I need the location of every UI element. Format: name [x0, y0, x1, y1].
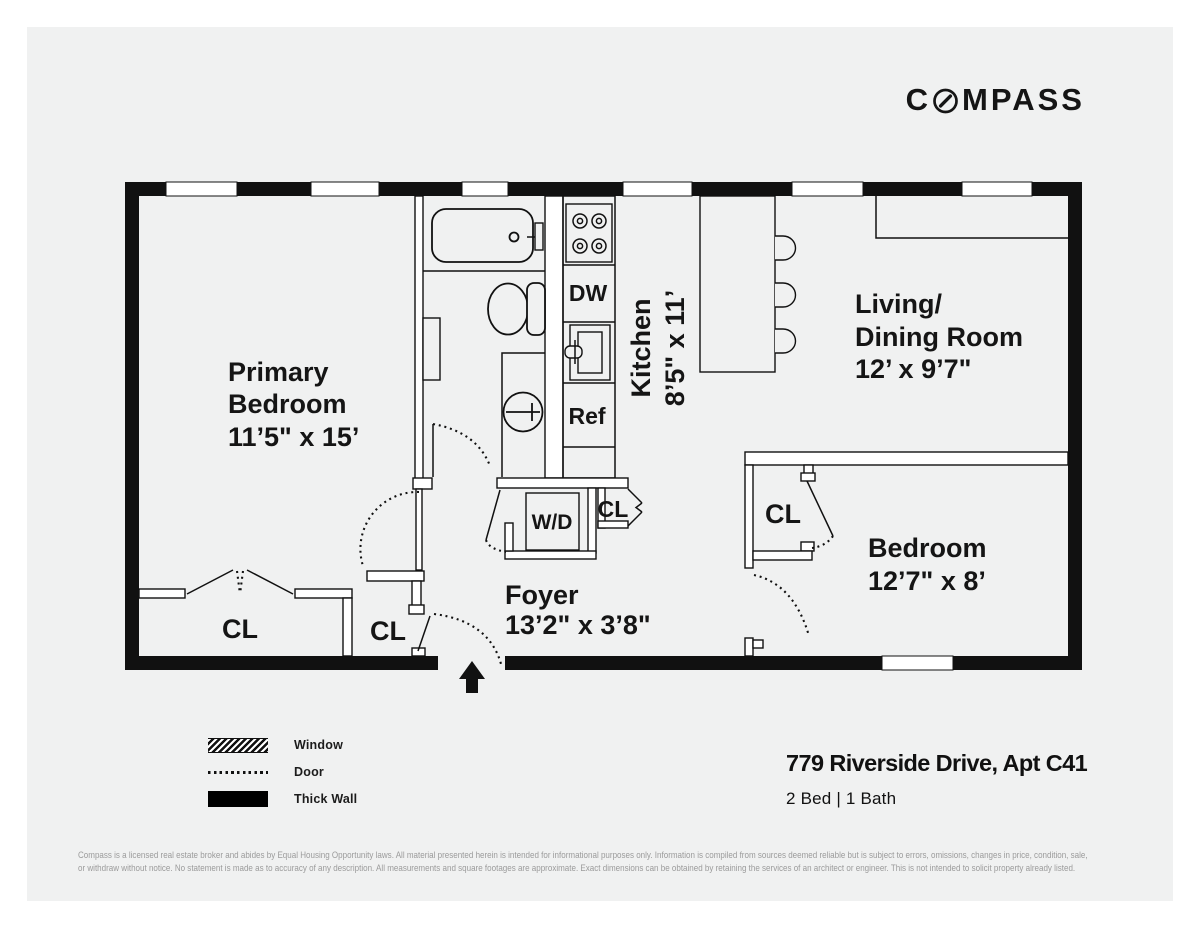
closet-1-label: CL [222, 614, 258, 644]
entry-arrow-icon [459, 661, 485, 693]
entry-closets [139, 570, 430, 656]
bedroom-room [745, 452, 1068, 656]
thick-wall-swatch-icon [208, 791, 268, 807]
bedroom-closet-door-icon [807, 481, 833, 536]
listing-info [786, 750, 1086, 809]
kitchen-label: Kitchen [626, 298, 656, 398]
vanity-icon [502, 353, 545, 477]
bathroom-door-icon [433, 424, 490, 466]
closet-2-label: CL [370, 616, 406, 646]
listing-beds-baths: 2 Bed | 1 Bath [786, 789, 897, 808]
closet-2-door-icon [418, 616, 430, 651]
kitchen-dims: 8’5" x 11’ [660, 289, 690, 407]
window-icon [462, 182, 508, 196]
disclaimer-line-1: Compass is a licensed real estate broker and abides by Equal Housing Opportunity laws. All material presented herein is intended for informational purposes only. Information is compiled from sources deemed reliable but is subject to errors, omissions, changes in price, condition, sale, [78, 850, 1088, 861]
bedroom-closet-label: CL [765, 499, 801, 529]
primary-bedroom-label: Primary [228, 357, 329, 387]
stove-icon [566, 204, 612, 262]
disclaimer [78, 849, 1088, 875]
living-room-label: Living/ [855, 289, 942, 319]
primary-bedroom-room [228, 196, 432, 570]
bedroom-door-icon [754, 575, 809, 636]
window-icon [311, 182, 379, 196]
hall-closet-door-icon [628, 489, 642, 526]
toilet-bowl-icon [488, 284, 528, 335]
washer-dryer-label: W/D [531, 511, 573, 534]
bedroom-dims: 12’7" x 8’ [868, 566, 986, 596]
foyer-dims: 13’2" x 3’8" [505, 610, 651, 640]
window-icon [166, 182, 237, 196]
primary-bedroom-door-icon [360, 492, 419, 566]
living-dining-room [855, 196, 1068, 384]
closet-double-door-icon [187, 570, 293, 594]
bathroom-room [423, 196, 563, 478]
bathroom-shelf-icon [423, 318, 440, 380]
kitchen-faucet-icon [565, 346, 582, 358]
window-icon [623, 182, 692, 196]
hall-closet-label: CL [597, 496, 629, 522]
legend [208, 735, 357, 816]
door-swatch-icon [208, 771, 268, 774]
foyer-label: Foyer [505, 580, 579, 610]
primary-bedroom-dims: 11’5" x 15’ [228, 422, 360, 452]
counter-stools-icon [775, 236, 796, 353]
legend-window-label: Window [294, 738, 343, 752]
entry-door-icon [434, 614, 501, 664]
legend-door-label: Door [294, 765, 324, 779]
legend-row-thick-wall [208, 789, 357, 809]
disclaimer-line-2: or withdraw without notice. No statement is made as to accuracy of any description. All measurements and square footages are approximate. Exact dimensions can be obtained by retaining the services of an architect or engineer. This is not intended to solicit property already listed. [78, 863, 1076, 874]
dishwasher-label: DW [568, 280, 608, 306]
window-icon [792, 182, 863, 196]
entry [434, 614, 501, 693]
bedroom-label: Bedroom [868, 533, 987, 563]
living-room-dims: 12’ x 9’7" [855, 354, 972, 384]
kitchen-counter-icon [700, 196, 775, 372]
listing-address: 779 Riverside Drive, Apt C41 [786, 750, 1088, 776]
window-icon [962, 182, 1032, 196]
living-room-label2: Dining Room [855, 322, 1023, 352]
logo-text-c: C [905, 82, 932, 117]
toilet-tank-icon [527, 283, 545, 335]
primary-bedroom-label2: Bedroom [228, 389, 347, 419]
foyer-area [486, 478, 651, 640]
logo-text-rest: MPASS [962, 82, 1085, 117]
legend-row-window [208, 735, 357, 755]
wd-closet-door-icon [486, 490, 500, 540]
refrigerator-label: Ref [568, 403, 606, 429]
living-room-builtin-icon [876, 196, 1068, 238]
kitchen-room [563, 196, 796, 478]
tub-faucet-icon [535, 223, 543, 250]
window-swatch-icon [208, 738, 268, 753]
legend-row-door [208, 762, 357, 782]
window-icon [882, 656, 953, 670]
legend-thick-wall-label: Thick Wall [294, 792, 358, 806]
